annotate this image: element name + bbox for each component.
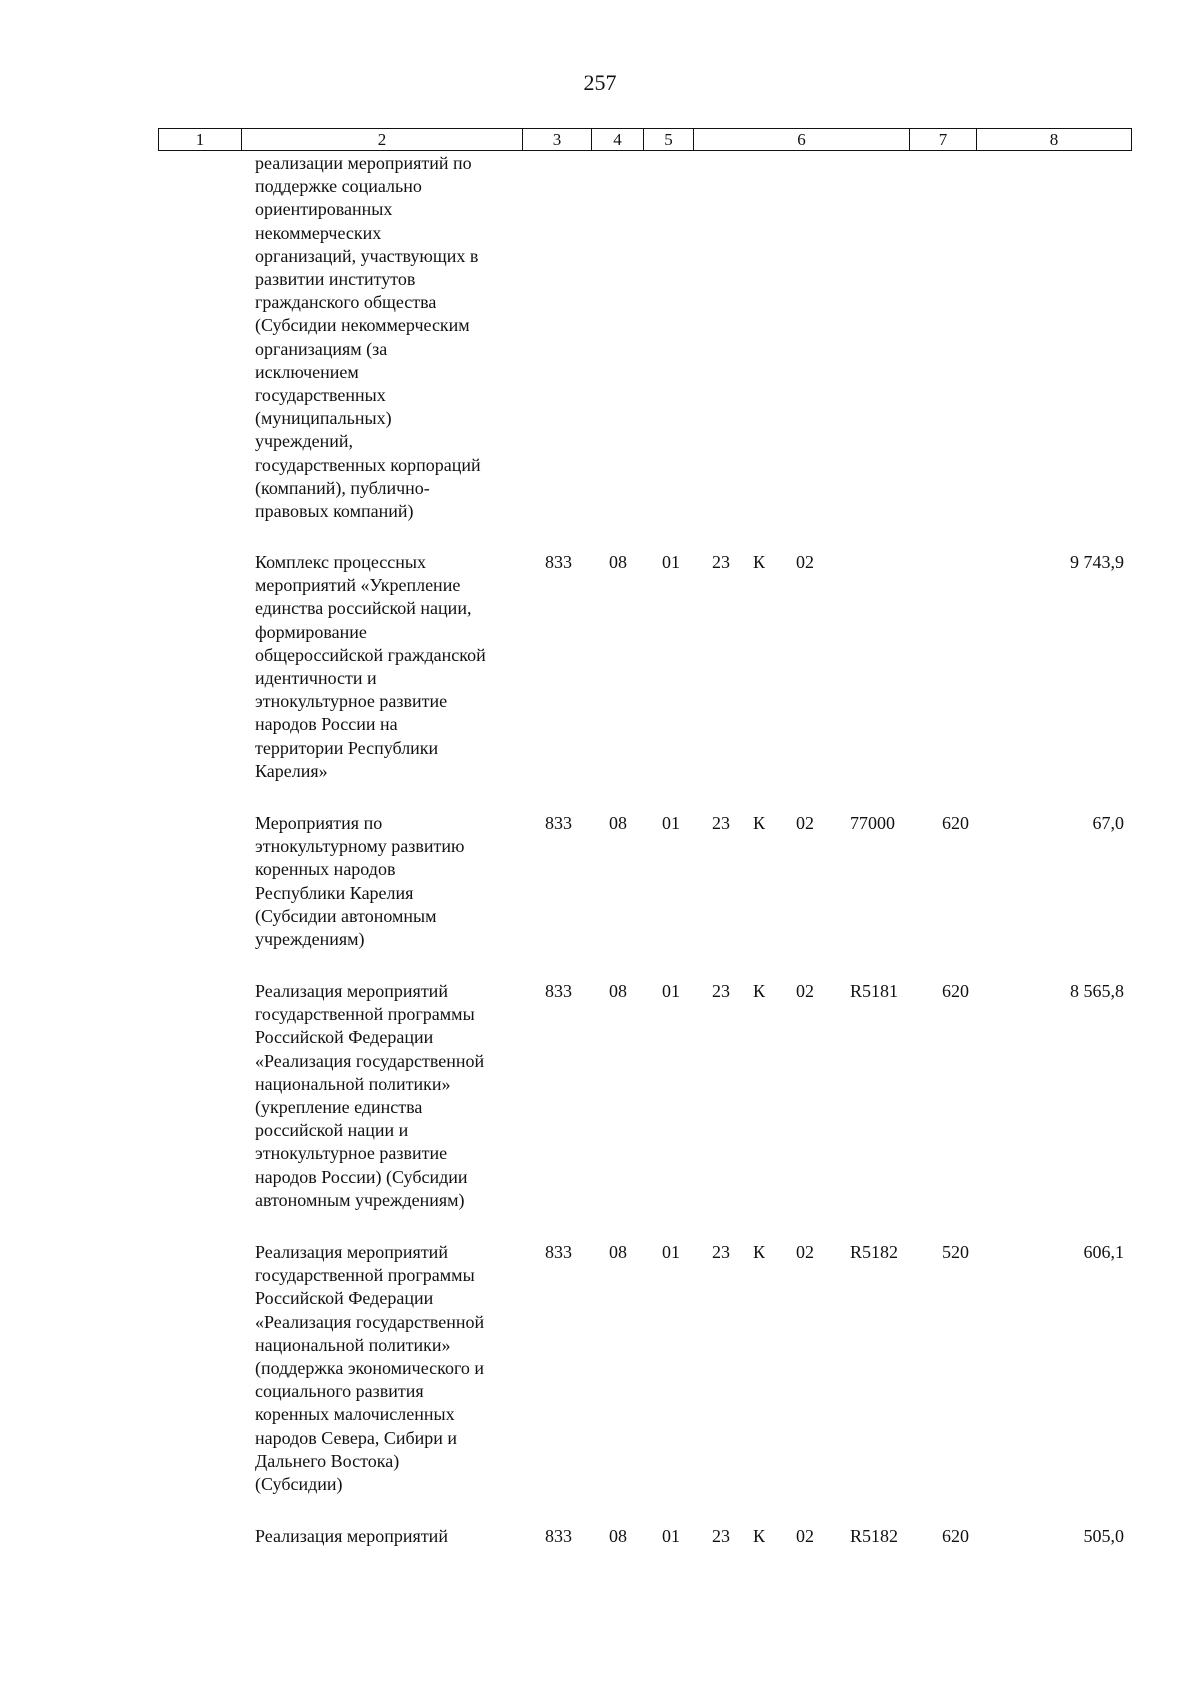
subsection-code: 01 bbox=[662, 1526, 680, 1546]
subsection-code: 01 bbox=[662, 552, 680, 572]
subsection-code: 01 bbox=[662, 981, 680, 1001]
row-amount: 606,1 bbox=[1083, 1242, 1124, 1262]
ministry-code: 833 bbox=[545, 813, 572, 833]
expense-type: 620 bbox=[942, 813, 969, 833]
ministry-code: 833 bbox=[545, 1526, 572, 1546]
expense-type: 620 bbox=[942, 1526, 969, 1546]
program-letter: К bbox=[753, 813, 766, 833]
section-code: 08 bbox=[609, 813, 627, 833]
header-col-8: 8 bbox=[1049, 130, 1059, 149]
row-amount: 9 743,9 bbox=[1070, 552, 1124, 572]
row-description: Мероприятия по этнокультурному развитию коренных народов Республики Карелия (Субсидии автономным учреждениям) bbox=[255, 813, 465, 950]
section-code: 08 bbox=[609, 1242, 627, 1262]
ministry-code: 833 bbox=[545, 552, 572, 572]
program-code: 23 bbox=[712, 1242, 730, 1262]
ministry-code: 833 bbox=[545, 981, 572, 1001]
header-col-1: 1 bbox=[159, 129, 242, 150]
direction-code: 77000 bbox=[850, 813, 895, 833]
program-code: 23 bbox=[712, 813, 730, 833]
program-code: 23 bbox=[712, 1526, 730, 1546]
subprogram-code: 02 bbox=[796, 1526, 814, 1546]
direction-code: R5181 bbox=[850, 981, 899, 1001]
subprogram-code: 02 bbox=[796, 1242, 814, 1262]
program-letter: К bbox=[753, 981, 766, 1001]
direction-code: R5182 bbox=[850, 1242, 899, 1262]
subprogram-code: 02 bbox=[796, 981, 814, 1001]
row-description: Комплекс процессных мероприятий «Укрепление единства российской нации, формирование общероссийской гражданской идентичности и этнокультурное развитие народов России на территории Республики Карелия» bbox=[255, 552, 486, 781]
row-description: реализации мероприятий по поддержке социально ориентированных некоммерческих организаций, участвующих в развитии институтов гражданского общества (Субсидии некоммерческим организациям (за исключением государственных (муниципальных) учреждений, государственных корпораций (компаний), публично- правовых компаний) bbox=[255, 153, 481, 522]
subsection-code: 01 bbox=[662, 813, 680, 833]
header-col-4: 4 bbox=[592, 129, 644, 150]
section-code: 08 bbox=[609, 552, 627, 572]
subprogram-code: 02 bbox=[796, 552, 814, 572]
row-amount: 8 565,8 bbox=[1070, 981, 1124, 1001]
row-description: Реализация мероприятий bbox=[255, 1526, 448, 1546]
page-number: 257 bbox=[583, 70, 617, 95]
program-letter: К bbox=[753, 1242, 766, 1262]
program-letter: К bbox=[753, 1526, 766, 1546]
section-code: 08 bbox=[609, 981, 627, 1001]
header-col-6: 6 bbox=[694, 129, 910, 150]
row-amount: 505,0 bbox=[1083, 1526, 1124, 1546]
expense-type: 620 bbox=[942, 981, 969, 1001]
program-letter: К bbox=[753, 552, 766, 572]
direction-code: R5182 bbox=[850, 1526, 899, 1546]
header-col-5: 5 bbox=[644, 129, 694, 150]
header-col-2: 2 bbox=[242, 129, 523, 150]
subprogram-code: 02 bbox=[796, 813, 814, 833]
expense-type: 520 bbox=[942, 1242, 969, 1262]
program-code: 23 bbox=[712, 981, 730, 1001]
subsection-code: 01 bbox=[662, 1242, 680, 1262]
section-code: 08 bbox=[609, 1526, 627, 1546]
ministry-code: 833 bbox=[545, 1242, 572, 1262]
program-code: 23 bbox=[712, 552, 730, 572]
row-amount: 67,0 bbox=[1092, 813, 1124, 833]
table-header bbox=[158, 128, 1132, 151]
header-col-7: 7 bbox=[910, 129, 977, 150]
row-description: Реализация мероприятий государственной программы Российской Федерации «Реализация государственной национальной политики» (укрепление единства российской нации и этнокультурное развитие народов России) (Субсидии автономным учреждениям) bbox=[255, 981, 485, 1210]
row-description: Реализация мероприятий государственной программы Российской Федерации «Реализация государственной национальной политики» (поддержка экономического и социального развития коренных малочисленных народов Севера, Сибири и Дальнего Востока) (Субсидии) bbox=[255, 1242, 485, 1495]
header-col-3: 3 bbox=[523, 129, 592, 150]
